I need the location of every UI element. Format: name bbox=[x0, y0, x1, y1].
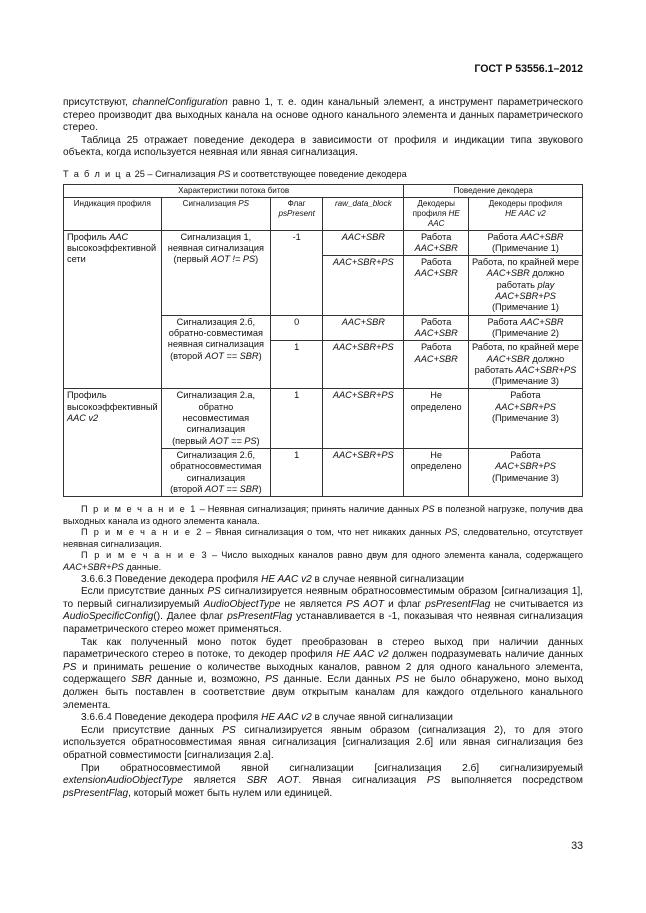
italic-term: AAC+SBR bbox=[414, 327, 458, 338]
table-group-header-row bbox=[64, 184, 583, 197]
italic-term: AAC+SBR bbox=[520, 231, 564, 242]
italic-term: psPresentFlag bbox=[425, 598, 491, 610]
italic-term: AAC v2 bbox=[67, 413, 99, 424]
col-header-raw-data-block bbox=[323, 197, 404, 230]
document-header: ГОСТ Р 53556.1–2012 bbox=[474, 63, 583, 75]
italic-term: psPresentFlag bbox=[227, 611, 293, 623]
italic-term: HE AAC bbox=[427, 208, 460, 228]
cell-flag: 0 bbox=[271, 315, 323, 341]
italic-term: AAC+SBR bbox=[341, 316, 385, 327]
section-paragraph: При обратносовместимой явной сигнализации [сигнализация 2.б] сигнализируемый extensionAudioObjectType является SBR AOT. Явная сигнализация PS выполняется посредством psPresentFlag, который может быть нулем или единицей. bbox=[63, 762, 583, 799]
italic-term: HE AAC v2 bbox=[261, 712, 312, 724]
note-label: П р и м е ч а н и е 2 bbox=[81, 527, 203, 538]
italic-term: PS bbox=[265, 674, 279, 686]
cell-raw-data-block bbox=[323, 389, 404, 448]
cell-profile: Профиль высокоэффективный AAC v2 bbox=[64, 389, 162, 497]
italic-term: HE AAC v2 bbox=[505, 208, 546, 218]
italic-term: play AAC+SBR+PS bbox=[495, 279, 556, 302]
section-paragraph: Так как полученный моно поток будет преобразован в стерео выход при наличии данных параметрического стерео в потоке, то декодер профиля HE AAC v2 должен подразумевать наличие данных PS и принимать решение о количестве выходных каналов, равном 2 для одного канального элемента, содержащего SBR данные и, возможно, PS данные. Если данных PS не было обнаружено, моно выход должен быть поставлен в соответствие двум открытым каналам для каждого отдельного канального элемента. bbox=[63, 636, 584, 711]
cell-decoder-he-aac: Не определено bbox=[404, 389, 469, 448]
cell-raw-data-block bbox=[323, 448, 404, 496]
italic-term: PS bbox=[422, 504, 435, 515]
page-body bbox=[63, 97, 583, 800]
cell-signaling: Сигнализация 1, неявная сигнализация (первый AOT != PS) bbox=[161, 230, 271, 315]
italic-term: AAC+SBR bbox=[341, 231, 385, 242]
table-note: П р и м е ч а н и е 2 – Явная сигнализация о том, что нет никаких данных PS, следовательно, отсутствует неявная сигнализация. bbox=[63, 527, 583, 549]
cell-decoder-he-aac-v2: Работа AAC+SBR (Примечание 2) bbox=[468, 315, 582, 341]
table-column-header-row bbox=[64, 197, 583, 230]
table-note: П р и м е ч а н и е 3 – Число выходных каналов равно двум для одного элемента канала, содержащего AAC+SBR+PS данные. bbox=[63, 550, 584, 573]
italic-term: PS AOT bbox=[346, 598, 385, 610]
col-header-he-aac-v2: Декодеры профиля HE AAC v2 bbox=[468, 197, 582, 230]
italic-term: AAC+SBR+PS bbox=[332, 390, 394, 401]
italic-term: SBR bbox=[131, 674, 152, 686]
cell-raw-data-block bbox=[323, 256, 404, 315]
italic-term: PS bbox=[63, 661, 77, 673]
italic-term: AOT == SBR bbox=[204, 350, 259, 361]
table-caption bbox=[63, 168, 583, 181]
cell-flag: 1 bbox=[271, 448, 323, 496]
italic-term: SBR AOT bbox=[246, 775, 299, 787]
italic-term: PS bbox=[207, 586, 221, 598]
italic-term: psPresent bbox=[278, 208, 315, 218]
cell-decoder-he-aac-v2: Работа, по крайней мере AAC+SBR должно работать play AAC+SBR+PS (Примечание 1) bbox=[468, 256, 582, 315]
section-paragraph: Если присутствие данных PS сигнализируется неявным обратносовместимым образом [сигнализация 1], то первый сигнализируемый AudioObjectType не является PS AOT и флаг psPresentFlag не считывается из AudioSpecificConfig(). Далее флаг psPresentFlag устанавливается в -1, показывая что неявная сигнализация параметрического стерео может применяться. bbox=[63, 586, 583, 636]
cell-decoder-he-aac: Работа AAC+SBR bbox=[404, 315, 469, 341]
cell-flag: 1 bbox=[271, 389, 323, 448]
cell-decoder-he-aac: Работа AAC+SBR bbox=[404, 341, 469, 389]
table-notes bbox=[63, 504, 583, 574]
italic-term: AudioObjectType bbox=[203, 598, 281, 610]
italic-term: AAC+SBR bbox=[414, 242, 458, 253]
italic-term: AAC+SBR+PS bbox=[332, 449, 394, 460]
cell-decoder-he-aac-v2: Работа, по крайней мере AAC+SBR должно работать AAC+SBR+PS (Примечание 3) bbox=[468, 341, 582, 389]
italic-term: AOT == PS bbox=[209, 435, 257, 446]
cell-raw-data-block bbox=[323, 315, 404, 341]
cell-signaling: Сигнализация 2.б, обратносовместимая сигнализация (второй AOT == SBR) bbox=[161, 448, 271, 496]
italic-term: PS bbox=[238, 198, 250, 208]
signaling-table bbox=[63, 184, 583, 498]
italic-term: AudioSpecificConfig bbox=[63, 611, 154, 623]
italic-term: AAC+SBR bbox=[486, 268, 530, 279]
italic-term: AAC bbox=[109, 231, 129, 242]
italic-term: raw_data_block bbox=[334, 198, 392, 208]
note-label: П р и м е ч а н и е 3 bbox=[81, 550, 208, 561]
italic-term: AAC+SBR bbox=[414, 353, 458, 364]
italic-term: AAC+SBR bbox=[486, 353, 530, 364]
table-note: П р и м е ч а н и е 1 – Неявная сигнализация; принять наличие данных PS в полезной нагрузке, получив два выходных канала из одного элемента канала. bbox=[63, 504, 584, 526]
intro-paragraph-2: Таблица 25 отражает поведение декодера в зависимости от профиля и индикации типа звукового объекта, когда используется неявная или явная сигнализация. bbox=[63, 134, 583, 159]
italic-term: PS bbox=[426, 775, 441, 787]
italic-term: AAC+SBR+PS bbox=[515, 364, 577, 375]
table-caption-label: Т а б л и ц а bbox=[63, 168, 133, 179]
note-label: П р и м е ч а н и е 1 bbox=[81, 504, 197, 515]
col-header-flag: Флаг psPresent bbox=[271, 197, 323, 230]
italic-term: psPresentFlag bbox=[63, 787, 129, 799]
cell-decoder-he-aac-v2: Работа AAC+SBR+PS (Примечание 3) bbox=[468, 389, 582, 448]
section-paragraph: 3.6.6.3 Поведение декодера профиля HE AAC v2 в случае неявной сигнализации bbox=[81, 573, 465, 585]
cell-decoder-he-aac: Не определено bbox=[404, 448, 469, 496]
italic-term: AAC+SBR+PS bbox=[63, 562, 124, 573]
italic-term: AAC+SBR bbox=[520, 316, 564, 327]
col-header-he-aac: Декодеры профиля HE AAC bbox=[404, 197, 469, 230]
italic-term: extensionAudioObjectType bbox=[63, 775, 183, 787]
italic-term: AAC+SBR+PS bbox=[495, 401, 556, 412]
italic-term: AAC+SBR bbox=[414, 268, 458, 279]
italic-term: HE AAC v2 bbox=[336, 649, 389, 661]
italic-term: HE AAC v2 bbox=[261, 573, 312, 585]
col-header-signaling: Сигнализация PS bbox=[161, 197, 271, 230]
italic-term: PS bbox=[222, 724, 236, 736]
cell-decoder-he-aac-v2: Работа AAC+SBR (Примечание 1) bbox=[468, 230, 582, 256]
italic-term: AAC+SBR+PS bbox=[332, 342, 394, 353]
intro-paragraph-1: присутствуют, channelConfiguration равно 1, т. е. один канальный элемент, а инструмент параметрического стерео производит два выходных канала на основе одного канального элемента и данных параметрического стерео. bbox=[63, 97, 583, 134]
group-header-stream: Характеристики потока битов bbox=[64, 184, 404, 197]
italic-term: PS bbox=[444, 527, 458, 538]
section-paragraph: 3.6.6.4 Поведение декодера профиля HE AAC v2 в случае явной сигнализации bbox=[81, 712, 453, 724]
section-text bbox=[63, 574, 583, 801]
italic-term: PS bbox=[218, 168, 231, 179]
col-header-profile: Индикация профиля bbox=[64, 197, 162, 230]
cell-signaling: Сигнализация 2.б, обратно-совместимая неявная сигнализация (второй AOT == SBR) bbox=[161, 315, 271, 389]
table-row bbox=[64, 230, 583, 256]
cell-decoder-he-aac: Работа AAC+SBR bbox=[404, 256, 469, 315]
cell-raw-data-block bbox=[323, 341, 404, 389]
cell-decoder-he-aac: Работа AAC+SBR bbox=[404, 230, 469, 256]
italic-term: AOT == SBR bbox=[204, 483, 259, 494]
cell-flag: -1 bbox=[271, 230, 323, 315]
table-row bbox=[64, 389, 583, 448]
section-paragraph: Если присутствие данных PS сигнализируется явным образом (сигнализация 2), то для этого используется обратносовместимая явная сигнализация [сигнализация 2.б] или явная сигнализация без обратной совместимости [сигнализация 2.а]. bbox=[63, 724, 583, 761]
cell-decoder-he-aac-v2: Работа AAC+SBR+PS (Примечание 3) bbox=[468, 448, 582, 496]
cell-signaling: Сигнализация 2.а, обратно несовместимая сигнализация (первый AOT == PS) bbox=[161, 389, 271, 448]
italic-term: AAC+SBR+PS bbox=[495, 461, 556, 472]
group-header-decoder: Поведение декодера bbox=[404, 184, 583, 197]
cell-raw-data-block bbox=[323, 230, 404, 256]
page-number: 33 bbox=[571, 840, 583, 852]
italic-term: PS bbox=[395, 674, 410, 686]
cell-profile: Профиль AAC высокоэффективной сети bbox=[64, 230, 162, 389]
italic-term: AAC+SBR+PS bbox=[332, 257, 394, 268]
italic-term: channelConfiguration bbox=[132, 97, 228, 108]
table-caption-text: 25 – Сигнализация PS и соответствующее поведение декодера bbox=[132, 168, 407, 179]
cell-flag: 1 bbox=[271, 341, 323, 389]
italic-term: AOT != PS bbox=[210, 254, 256, 265]
